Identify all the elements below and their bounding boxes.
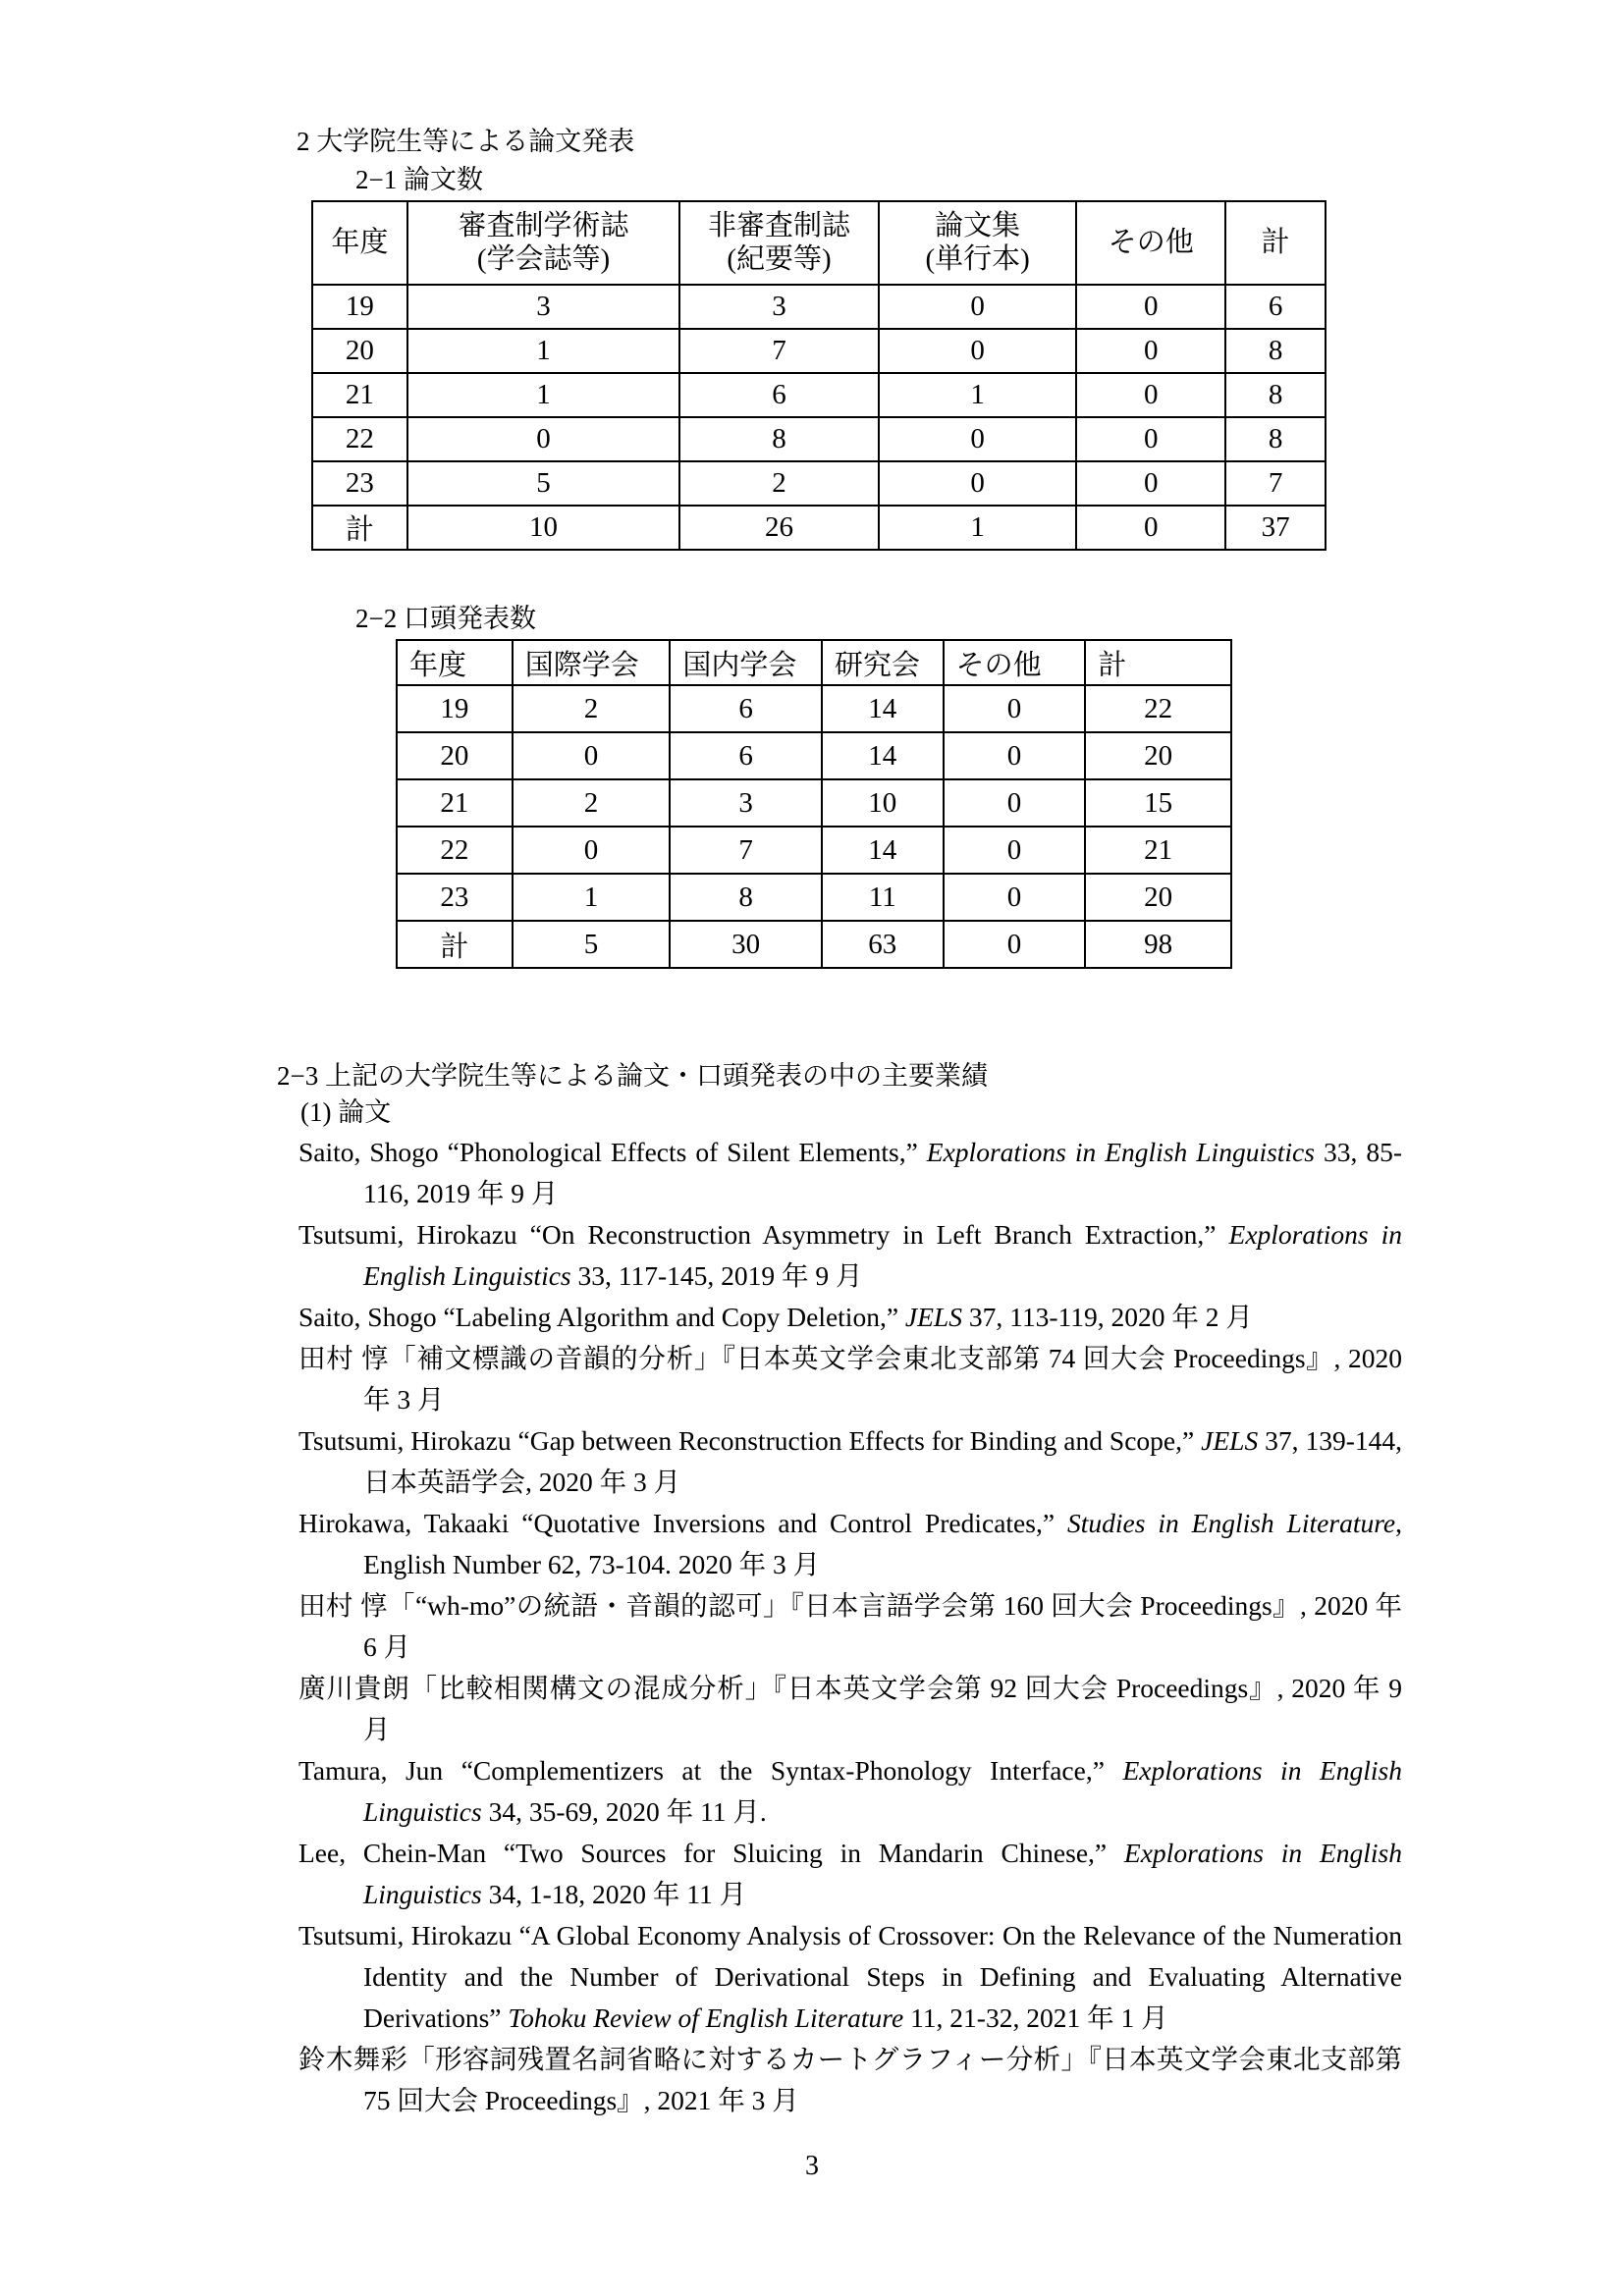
reference-text: 34, 1-18, 2020 年 11 月: [481, 1879, 747, 1909]
header-cell: 年度: [312, 201, 407, 285]
table-cell: 1: [513, 874, 671, 921]
table-row: [397, 685, 1231, 732]
table-cell: 22: [312, 417, 407, 461]
reference-journal: Studies in English Literature: [1066, 1508, 1396, 1538]
reference-item: [298, 1503, 1402, 1585]
reference-journal: Explorations in English Linguistics: [926, 1137, 1315, 1167]
table-cell: 0: [944, 874, 1086, 921]
table-row: [397, 874, 1231, 921]
table-cell: 8: [1225, 417, 1326, 461]
table-cell: 0: [944, 732, 1086, 779]
reference-text: 33, 85-116, 2019 年 9 月: [363, 1137, 1402, 1208]
table-cell: 11: [822, 874, 944, 921]
table-cell: 20: [397, 732, 513, 779]
table-cell: 7: [1225, 461, 1326, 506]
header-cell: 審査制学術誌 (学会誌等): [407, 201, 679, 285]
table-cell: 21: [1085, 827, 1231, 874]
table-cell: 2: [513, 779, 671, 827]
table-cell: 8: [679, 417, 879, 461]
reference-text: Saito, Shogo “Labeling Algorithm and Copy Deletion,”: [298, 1302, 905, 1332]
table-row: [312, 417, 1326, 461]
table-cell: 63: [822, 921, 944, 968]
table-cell: 6: [679, 373, 879, 417]
reference-journal: Explorations in English Linguistics: [363, 1838, 1402, 1909]
table-cell: 0: [944, 779, 1086, 827]
reference-text: 37, 113-119, 2020 年 2 月: [961, 1302, 1253, 1332]
table-cell: 0: [944, 827, 1086, 874]
reference-item: [298, 1668, 1402, 1750]
table-cell: 6: [1225, 285, 1326, 329]
table-row: [312, 373, 1326, 417]
reference-text: Lee, Chein-Man “Two Sources for Sluicing in Mandarin Chinese,”: [298, 1838, 1124, 1868]
list-label-papers: (1) 論文: [300, 1097, 392, 1127]
reference-item: [298, 1750, 1402, 1833]
header-cell: 非審査制誌 (紀要等): [679, 201, 879, 285]
table-cell: 20: [1085, 874, 1231, 921]
reference-item: [298, 1833, 1402, 1915]
table-row: [397, 732, 1231, 779]
table-cell: 7: [670, 827, 822, 874]
table-cell: 0: [879, 285, 1077, 329]
table-cell: 2: [513, 685, 671, 732]
reference-item: [298, 1585, 1402, 1668]
table-cell: 10: [822, 779, 944, 827]
table-cell: 21: [397, 779, 513, 827]
table-cell: 0: [1076, 506, 1225, 550]
reference-text: Tamura, Jun “Complementizers at the Syntax-Phonology Interface,”: [298, 1755, 1123, 1786]
table-cell: 14: [822, 827, 944, 874]
table-cell: 14: [822, 685, 944, 732]
table-cell: 5: [513, 921, 671, 968]
table-header-row: [397, 640, 1231, 685]
table-cell: 10: [407, 506, 679, 550]
table-cell: 8: [1225, 373, 1326, 417]
table-cell: 15: [1085, 779, 1231, 827]
table-cell: 1: [879, 373, 1077, 417]
reference-item: [298, 1214, 1402, 1297]
table-cell: 3: [407, 285, 679, 329]
table-cell: 0: [1076, 329, 1225, 373]
header-cell: 研究会: [822, 640, 944, 685]
table-cell: 1: [407, 329, 679, 373]
table-cell: 0: [1076, 417, 1225, 461]
table-cell: 5: [407, 461, 679, 506]
reference-text: 11, 21-32, 2021 年 1 月: [903, 2002, 1168, 2033]
table-cell: 8: [1225, 329, 1326, 373]
reference-item: [298, 1297, 1402, 1338]
reference-text: 田村 惇「“wh-mo”の統語・音韻的認可」『日本言語学会第 160 回大会 Proceedings』, 2020 年 6 月: [298, 1590, 1402, 1662]
reference-item: [298, 1915, 1402, 2039]
reference-text: Hirokawa, Takaaki “Quotative Inversions and Control Predicates,”: [298, 1508, 1067, 1538]
reference-text: Saito, Shogo “Phonological Effects of Silent Elements,”: [298, 1137, 927, 1167]
reference-text: 田村 惇「補文標識の音韻的分析」『日本英文学会東北支部第 74 回大会 Proceedings』, 2020 年 3 月: [298, 1343, 1402, 1415]
subsection-title-oral-count: 2−2 口頭発表数: [355, 604, 536, 633]
reference-text: 鈴木舞彩「形容詞残置名詞省略に対するカートグラフィー分析」『日本英文学会東北支部第 75 回大会 Proceedings』, 2021 年 3 月: [298, 2044, 1402, 2115]
reference-text: 33, 117-145, 2019 年 9 月: [570, 1260, 863, 1291]
table-cell: 0: [879, 329, 1077, 373]
table-row: [312, 506, 1326, 550]
table-row: [397, 921, 1231, 968]
table-cell: 22: [1085, 685, 1231, 732]
reference-text: 37, 139-144, 日本英語学会, 2020 年 3 月: [363, 1425, 1402, 1497]
reference-item: [298, 2039, 1402, 2121]
table-cell: 1: [879, 506, 1077, 550]
table-cell: 23: [397, 874, 513, 921]
reference-journal: Explorations in English Linguistics: [363, 1755, 1402, 1827]
table-cell: 1: [407, 373, 679, 417]
table-cell: 0: [944, 685, 1086, 732]
table-header-row: [312, 201, 1326, 285]
table-row: [397, 827, 1231, 874]
table-cell: 0: [1076, 285, 1225, 329]
reference-text: , English Number 62, 73-104. 2020 年 3 月: [363, 1508, 1402, 1579]
oral-presentation-table: [396, 639, 1232, 969]
reference-item: [298, 1420, 1402, 1503]
table-cell: 19: [397, 685, 513, 732]
table-cell: 0: [513, 827, 671, 874]
reference-journal: Explorations in English Linguistics: [363, 1219, 1402, 1291]
subsection-title-paper-count: 2−1 論文数: [355, 165, 483, 194]
page-number: 3: [805, 2151, 819, 2181]
reference-text: Tsutsumi, Hirokazu “A Global Economy Analysis of Crossover: On the Relevance of the Numeration Identity and the Number of Derivational Steps in Defining and Evaluating Alternative Derivations”: [298, 1920, 1402, 2033]
table-cell: 98: [1085, 921, 1231, 968]
paper-count-table: [311, 200, 1326, 551]
reference-item: [298, 1338, 1402, 1420]
table-cell: 計: [397, 921, 513, 968]
header-cell: 論文集 (単行本): [879, 201, 1077, 285]
subsection-title-major-works: 2−3 上記の大学院生等による論文・口頭発表の中の主要業績: [277, 1061, 988, 1091]
reference-journal: Tohoku Review of English Literature: [508, 2002, 904, 2033]
table-cell: 2: [679, 461, 879, 506]
table-cell: 6: [670, 685, 822, 732]
header-cell: 計: [1225, 201, 1326, 285]
header-cell: その他: [944, 640, 1086, 685]
header-cell: 国内学会: [670, 640, 822, 685]
reference-text: 34, 35-69, 2020 年 11 月.: [481, 1796, 767, 1827]
table-cell: 0: [1076, 373, 1225, 417]
table-cell: 6: [670, 732, 822, 779]
table-cell: 7: [679, 329, 879, 373]
table-cell: 19: [312, 285, 407, 329]
table-cell: 26: [679, 506, 879, 550]
table-cell: 20: [312, 329, 407, 373]
table-cell: 37: [1225, 506, 1326, 550]
header-cell: その他: [1076, 201, 1225, 285]
table-cell: 8: [670, 874, 822, 921]
header-cell: 計: [1085, 640, 1231, 685]
reference-text: Tsutsumi, Hirokazu “On Reconstruction Asymmetry in Left Branch Extraction,”: [298, 1219, 1229, 1250]
table-cell: 3: [679, 285, 879, 329]
table-row: [397, 779, 1231, 827]
reference-journal: JELS: [1201, 1425, 1259, 1456]
table-row: [312, 461, 1326, 506]
header-cell: 年度: [397, 640, 513, 685]
table-cell: 23: [312, 461, 407, 506]
table-cell: 計: [312, 506, 407, 550]
table-cell: 22: [397, 827, 513, 874]
reference-text: 廣川貴朗「比較相関構文の混成分析」『日本英文学会第 92 回大会 Proceedings』, 2020 年 9 月: [298, 1673, 1402, 1744]
table-cell: 0: [513, 732, 671, 779]
header-cell: 国際学会: [513, 640, 671, 685]
table-cell: 0: [944, 921, 1086, 968]
reference-text: Tsutsumi, Hirokazu “Gap between Reconstruction Effects for Binding and Scope,”: [298, 1425, 1202, 1456]
reference-journal: JELS: [904, 1302, 962, 1332]
table-cell: 0: [407, 417, 679, 461]
table-cell: 0: [879, 461, 1077, 506]
table-cell: 20: [1085, 732, 1231, 779]
table-row: [312, 329, 1326, 373]
table-cell: 0: [879, 417, 1077, 461]
section-title: 2 大学院生等による論文発表: [297, 127, 635, 156]
table-cell: 30: [670, 921, 822, 968]
table-cell: 3: [670, 779, 822, 827]
table-cell: 0: [1076, 461, 1225, 506]
reference-item: [298, 1132, 1402, 1214]
table-cell: 21: [312, 373, 407, 417]
table-row: [312, 285, 1326, 329]
table-cell: 14: [822, 732, 944, 779]
reference-list: [298, 1132, 1402, 2121]
